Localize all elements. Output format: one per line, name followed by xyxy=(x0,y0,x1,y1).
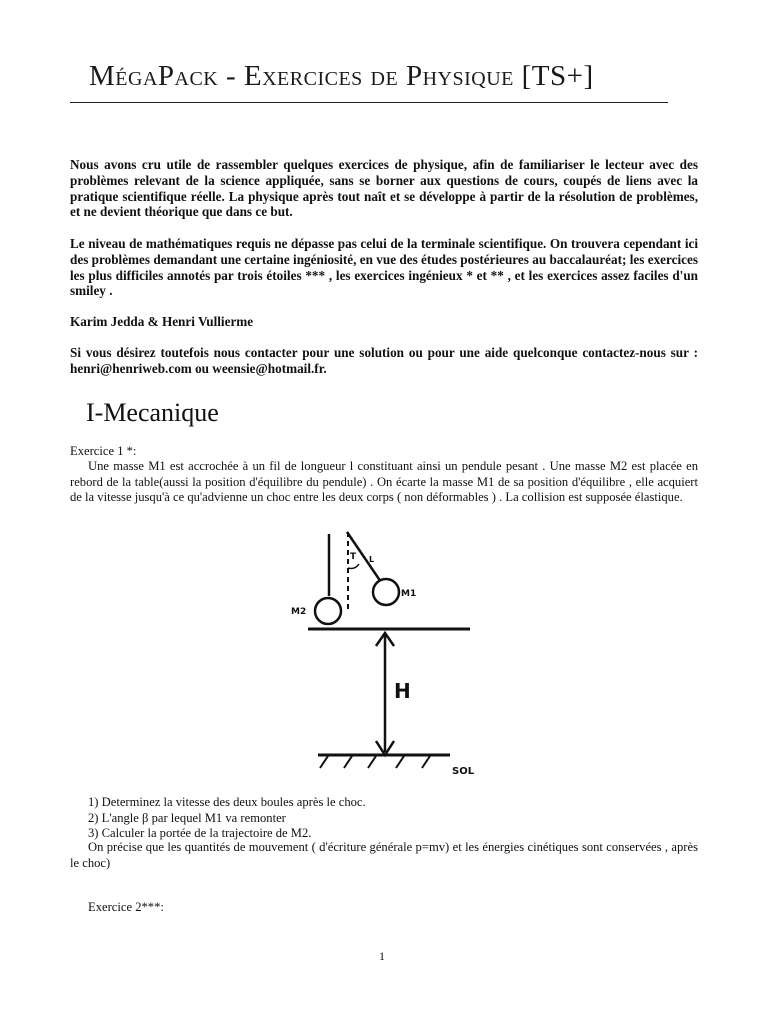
page-number: 1 xyxy=(379,949,385,963)
intro-paragraph-1: Nous avons cru utile de rassembler quelques exercices de physique, afin de familiariser le lecteur avec des problèmes relevant de la science appliquée, sans se borner aux questions de cours, coupés de liens avec la pratique scientifique réelle. La physique après tout naît et se développe à partir de la résolution de problèmes, et ne devient théorique que dans ce but. xyxy=(70,157,698,220)
pendulum-figure xyxy=(280,526,490,782)
authors: Karim Jedda & Henri Vullierme xyxy=(70,314,254,329)
intro-paragraph-2: Le niveau de mathématiques requis ne dépasse pas celui de la terminale scientifique. On trouvera cependant ici des problèmes demandant une certaine ingéniosité, en vue des études postérieures au baccalauréat; les exercices les plus difficiles annotés par trois étoiles *** , les exercices ingénieux * et ** , et les exercices assez faciles d'un smiley . xyxy=(70,236,698,299)
section-title: I-Mecanique xyxy=(86,398,219,427)
question-2: 2) L'angle β par lequel M1 va remonter xyxy=(88,810,286,825)
question-3: 3) Calculer la portée de la trajectoire de M2. xyxy=(88,826,312,841)
m1-ball xyxy=(373,579,399,605)
exercise-1-label: Exercice 1 *: xyxy=(70,444,137,458)
question-1: 1) Determinez la vitesse des deux boules après le choc. xyxy=(88,795,366,809)
m2-ball xyxy=(315,598,341,624)
angle-arc xyxy=(348,564,359,569)
ground-hatching xyxy=(320,756,430,768)
m2-label: M2 xyxy=(291,607,307,617)
angle-mark: T xyxy=(350,552,357,562)
exercise-1-note: On précise que les quantités de mouvement ( d'écriture générale p=mv) et les énergies cinétiques sont conservées , après le choc) xyxy=(70,840,698,870)
questions-list xyxy=(88,795,698,842)
title-rule xyxy=(70,102,668,103)
m1-label: M1 xyxy=(401,589,417,599)
exercise-1-text: Une masse M1 est accrochée à un fil de longueur l constituant ainsi un pendule pesant . Une masse M2 est placée en rebord de la table(aussi la position d'équilibre du pendule) . On écarte la masse M1 de sa position d'équilibre , elle acquiert de la vitesse jusqu'à ce qu'advienne un choc entre les deux corps ( non déformables ) . La collision est supposée élastique. xyxy=(70,459,698,505)
length-label: L xyxy=(369,555,375,564)
height-label: H xyxy=(394,679,411,703)
exercise-2-label: Exercice 2***: xyxy=(88,900,164,914)
contact-paragraph: Si vous désirez toutefois nous contacter pour une solution ou pour une aide quelconque contactez-nous sur : henri@henriweb.com ou weensie@hotmail.fr. xyxy=(70,345,698,376)
page-title: MégaPack - Exercices de Physique [TS+] xyxy=(89,60,594,92)
ground-label: SOL xyxy=(452,766,475,777)
